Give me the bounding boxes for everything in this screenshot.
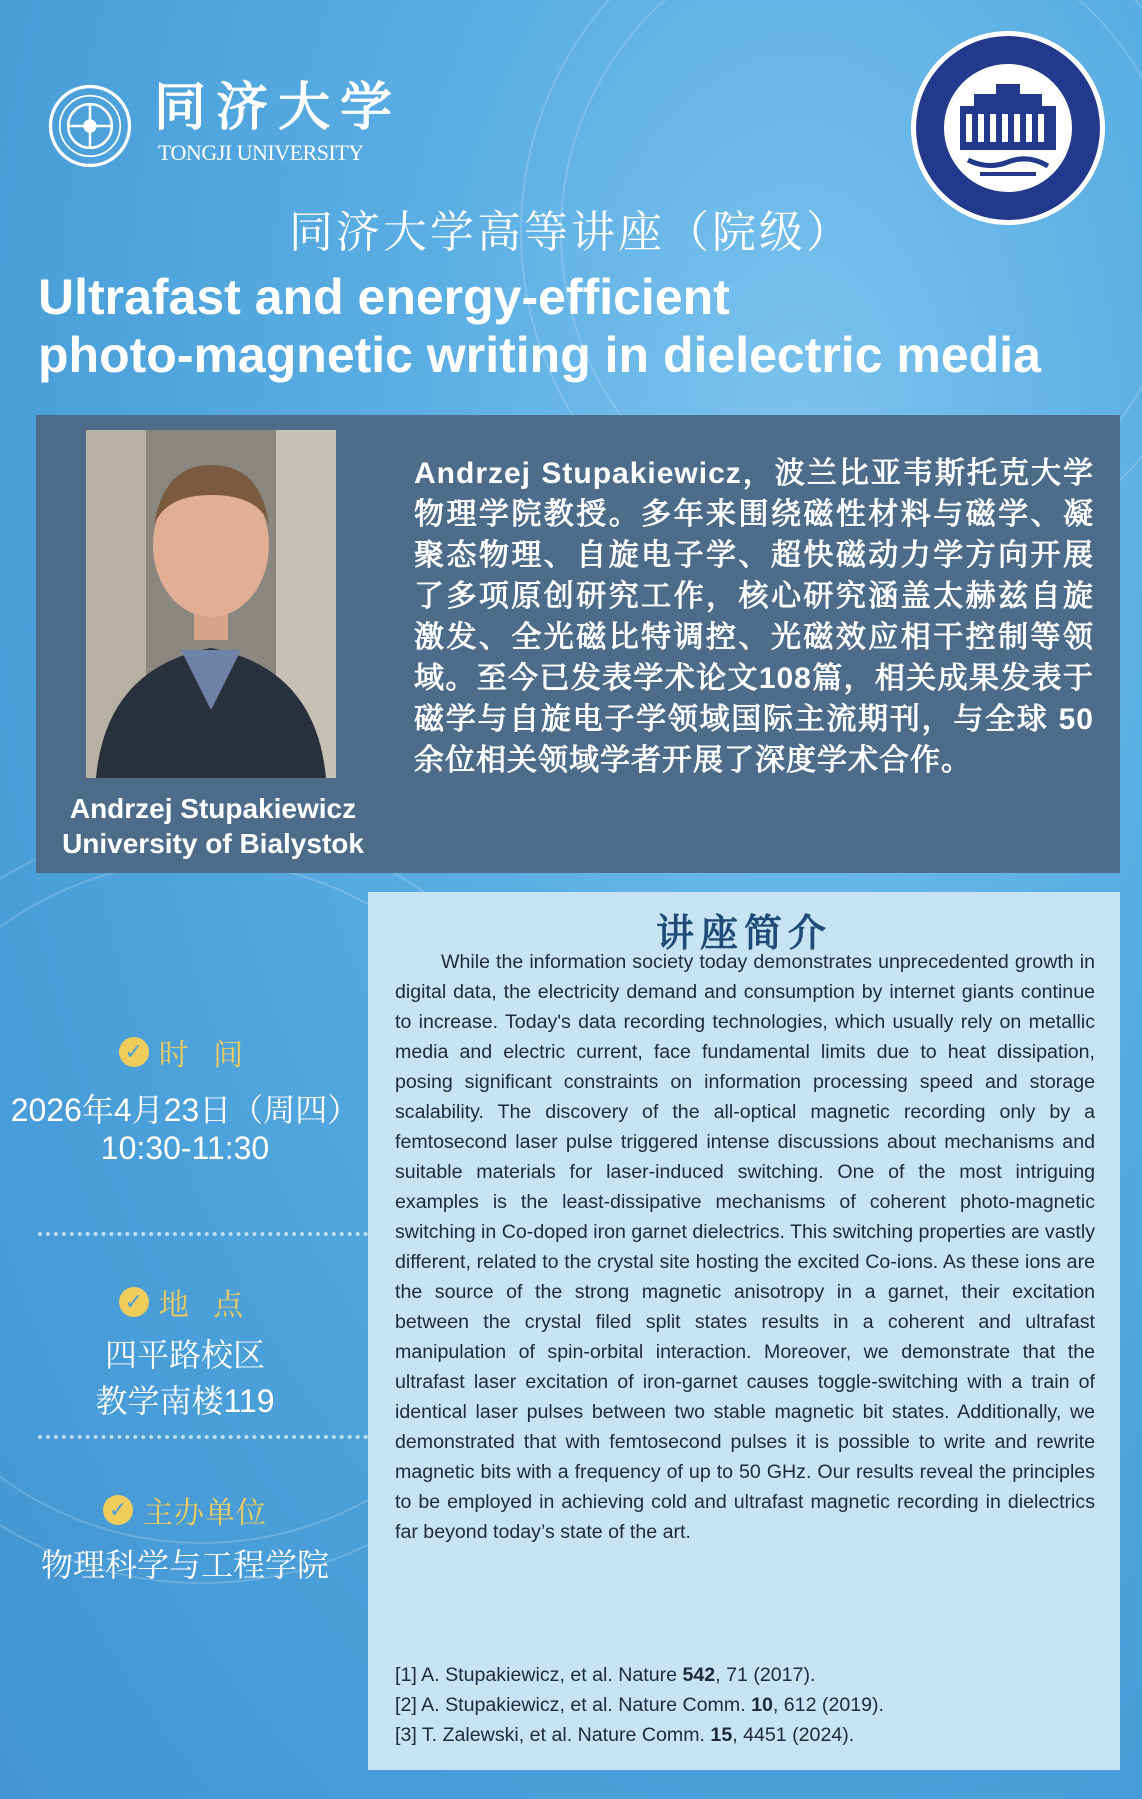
reference-item: [395, 1690, 1095, 1720]
reference-volume: 15: [710, 1724, 733, 1746]
divider: [38, 1435, 368, 1439]
abstract-heading: 讲座简介: [655, 913, 832, 955]
abstract-panel: [368, 892, 1120, 1770]
location-label: 地 点: [158, 1289, 252, 1322]
speaker-photo: [86, 430, 336, 778]
reference-volume: 542: [682, 1664, 716, 1686]
location-room: 教学南楼119: [95, 1383, 275, 1419]
speaker-bio: Andrzej Stupakiewicz，波兰比亚韦斯托克大学物理学院教授。多年来围绕磁性材料与磁学、凝聚态物理、自旋电子学、超快磁动力学方向开展了多项原创研究工作，核心研究涵盖太赫兹自旋激发、全光磁比特调控、光磁效应相干控制等领域。至今已发表学术论文108篇，相关成果发表于磁学与自旋电子学领域国际主流期刊，与全球 50 余位相关领域学者开展了深度学术合作。: [414, 457, 1094, 777]
location-campus: 四平路校区: [104, 1337, 265, 1373]
host-heading: [0, 1488, 370, 1532]
reference-text: , 4451 (2024).: [732, 1724, 855, 1746]
series-title: 同济大学高等讲座（院级）: [289, 208, 853, 257]
reference-text: , 612 (2019).: [772, 1694, 884, 1716]
divider: [38, 1232, 368, 1236]
check-icon: ✓: [119, 1287, 149, 1317]
speaker-name: Andrzej Stupakiewicz: [69, 793, 357, 824]
speaker-panel: [36, 415, 1120, 873]
check-icon: ✓: [103, 1495, 133, 1525]
reference-text: [1] A. Stupakiewicz, et al. Nature: [395, 1664, 683, 1686]
host-label: 主办单位: [143, 1497, 267, 1530]
lecture-title: [38, 268, 1041, 384]
logo-english-text: TONGJI UNIVERSITY: [158, 140, 364, 165]
reference-item: [395, 1660, 1095, 1690]
logo-chinese-text: 同济大学: [154, 77, 403, 138]
time-label: 时 间: [158, 1039, 252, 1072]
speaker-affiliation: University of Bialystok: [62, 828, 364, 859]
reference-text: [2] A. Stupakiewicz, et al. Nature Comm.: [395, 1694, 752, 1716]
time-hours: 10:30-11:30: [100, 1130, 270, 1166]
check-icon: ✓: [119, 1037, 149, 1067]
reference-item: [395, 1720, 1095, 1750]
tongji-logo: [48, 78, 408, 168]
tongji-seal-icon: [48, 84, 132, 168]
host-school: 物理科学与工程学院: [40, 1547, 329, 1583]
time-date: 2026年4月23日（周四）: [10, 1092, 360, 1128]
time-heading: [0, 1030, 370, 1074]
title-line: photo-magnetic writing in dielectric media: [38, 327, 1041, 383]
title-line: Ultrafast and energy-efficient: [38, 269, 730, 325]
reference-volume: 10: [751, 1694, 773, 1716]
location-heading: [0, 1280, 370, 1324]
reference-list: [395, 1660, 1095, 1750]
reference-text: , 71 (2017).: [715, 1664, 816, 1686]
reference-text: [3] T. Zalewski, et al. Nature Comm.: [395, 1724, 711, 1746]
abstract-text: While the information society today demonstrates unprecedented growth in digital data, the electricity demand and consumption by internet giants continue to increase. Today's data recording technologies, which usually rely on metallic media and electric current, face fundamental limits due to heat dissipation, posing significant constraints on information processing speed and storage scalability. The discovery of the all-optical magnetic recording only by a femtosecond laser pulse triggered intense discussions about mechanisms and suitable materials for laser-induced switching. One of the most intriguing examples is the least-dissipative mechanisms of coherent photo-magnetic switching in Co-doped iron garnet dielectrics. This switching properties are vastly different, related to the crystal site hosting the excited Co-ions. As these ions are the source of the strong magnetic anisotropy in a garnet, their excitation between the crystal filed split states results in a coherent and ultrafast manipulation of spin-orbital interaction. Moreover, we demonstrate that the ultrafast laser excitation of iron-garnet causes toggle-switching with a train of identical laser pulses between two stable magnetic bit states. Additionally, we demonstrated that with femtosecond pulses it is possible to write and rewrite magnetic bits with a frequency of up to 50 GHz. Our results reveal the principles to be employed in achieving cold and ultrafast magnetic recording in dielectrics far beyond today’s state of the art.: [395, 951, 1095, 1543]
